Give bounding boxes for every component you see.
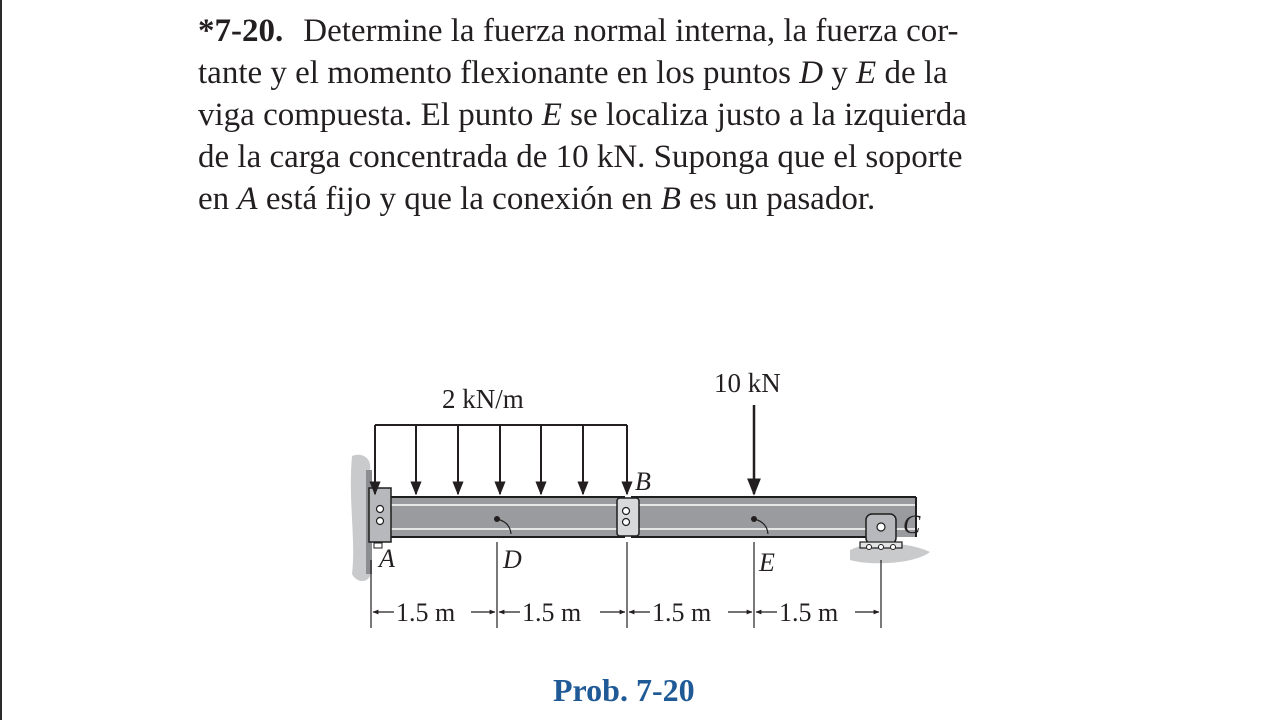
figure-caption: Prob. 7-20	[553, 672, 695, 708]
dimension-label-1: 1.5 m	[396, 598, 456, 627]
dimension-label-4: 1.5 m	[779, 598, 839, 627]
label-c: C	[903, 510, 921, 539]
dimension-label-2: 1.5 m	[522, 598, 582, 627]
problem-line-4: de la carga concentrada de 10 kN. Suponga que el soporte	[198, 139, 963, 175]
label-a: A	[379, 544, 395, 573]
end-plate-a	[369, 488, 391, 548]
distributed-load-label: 2 kN/m	[442, 384, 524, 414]
pin-connection-b	[617, 498, 639, 536]
problem-number: *7-20.	[198, 13, 284, 49]
problem-line-2: tante y el momento flexionante en los puntos D y E de la	[198, 55, 948, 91]
problem-line-3: viga compuesta. El punto E se localiza justo a la izquierda	[198, 97, 967, 133]
label-e: E	[759, 548, 775, 577]
label-d: D	[503, 545, 522, 574]
dimension-label-3: 1.5 m	[652, 598, 712, 627]
point-load-label: 10 kN	[714, 368, 781, 398]
problem-line-5: en A está fijo y que la conexión en B es un pasador.	[198, 181, 876, 217]
label-b: B	[635, 467, 651, 496]
problem-line-1: *7-20. Determine la fuerza normal interna, la fuerza cor-	[198, 13, 959, 49]
distributed-load	[375, 425, 627, 494]
